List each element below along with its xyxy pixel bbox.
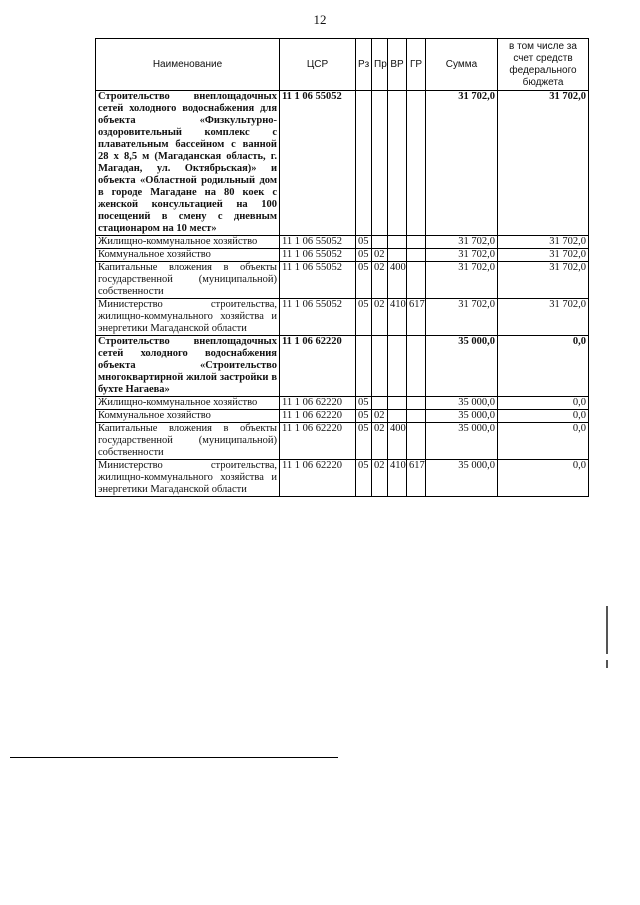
row-name: Жилищно-коммунальное хозяйство	[96, 236, 280, 249]
row-rz: 05	[356, 299, 372, 336]
row-rz: 05	[356, 460, 372, 497]
row-sum: 35 000,0	[426, 410, 498, 423]
row-gr	[407, 262, 426, 299]
row-name: Капитальные вложения в объекты государственной (муниципальной) собственности	[96, 423, 280, 460]
row-federal: 31 702,0	[498, 299, 589, 336]
header-rz: Рз	[356, 39, 372, 91]
row-pr: 02	[372, 249, 388, 262]
row-pr: 02	[372, 299, 388, 336]
scan-margin-mark	[606, 606, 608, 654]
row-vr	[388, 91, 407, 236]
row-federal: 0,0	[498, 336, 589, 397]
table-row	[96, 460, 589, 497]
table-row	[96, 423, 589, 460]
row-vr	[388, 236, 407, 249]
row-gr	[407, 249, 426, 262]
row-csr: 11 1 06 62220	[280, 336, 356, 397]
row-name: Жилищно-коммунальное хозяйство	[96, 397, 280, 410]
row-rz: 05	[356, 249, 372, 262]
row-csr: 11 1 06 55052	[280, 236, 356, 249]
table-row	[96, 236, 589, 249]
row-pr	[372, 236, 388, 249]
row-pr	[372, 397, 388, 410]
row-name: Капитальные вложения в объекты государственной (муниципальной) собственности	[96, 262, 280, 299]
row-sum: 31 702,0	[426, 236, 498, 249]
row-sum: 35 000,0	[426, 397, 498, 410]
table-row	[96, 397, 589, 410]
table-row	[96, 336, 589, 397]
table-header-row	[96, 39, 589, 91]
row-rz	[356, 91, 372, 236]
row-csr: 11 1 06 55052	[280, 91, 356, 236]
row-gr	[407, 397, 426, 410]
table-row	[96, 91, 589, 236]
row-federal: 31 702,0	[498, 249, 589, 262]
row-csr: 11 1 06 55052	[280, 249, 356, 262]
row-vr: 410	[388, 299, 407, 336]
header-federal: в том числе за счет средств федерального бюджета	[498, 39, 589, 91]
row-name: Строительство внеплощадочных сетей холодного водоснабжения объекта «Строительство многоквартирной жилой застройки в бухте Нагаева»	[96, 336, 280, 397]
row-name: Коммунальное хозяйство	[96, 410, 280, 423]
row-sum: 35 000,0	[426, 460, 498, 497]
row-gr: 617	[407, 460, 426, 497]
row-vr	[388, 397, 407, 410]
row-sum: 31 702,0	[426, 262, 498, 299]
row-federal: 0,0	[498, 423, 589, 460]
footnote-divider	[10, 757, 338, 758]
row-gr	[407, 423, 426, 460]
row-vr	[388, 410, 407, 423]
row-gr	[407, 410, 426, 423]
row-pr	[372, 336, 388, 397]
row-pr: 02	[372, 423, 388, 460]
row-pr: 02	[372, 460, 388, 497]
row-rz: 05	[356, 410, 372, 423]
header-gr: ГР	[407, 39, 426, 91]
header-pr: Пр	[372, 39, 388, 91]
row-sum: 35 000,0	[426, 423, 498, 460]
row-federal: 0,0	[498, 410, 589, 423]
row-federal: 31 702,0	[498, 236, 589, 249]
row-vr: 410	[388, 460, 407, 497]
row-name: Министерство строительства, жилищно-коммунального хозяйства и энергетики Магаданской области	[96, 299, 280, 336]
table-row	[96, 249, 589, 262]
table-row	[96, 299, 589, 336]
row-pr: 02	[372, 410, 388, 423]
page-number: 12	[313, 12, 327, 27]
header-vr: ВР	[388, 39, 407, 91]
row-federal: 0,0	[498, 397, 589, 410]
row-vr: 400	[388, 262, 407, 299]
row-federal: 0,0	[498, 460, 589, 497]
row-csr: 11 1 06 62220	[280, 397, 356, 410]
row-gr	[407, 236, 426, 249]
row-rz: 05	[356, 236, 372, 249]
row-sum: 31 702,0	[426, 91, 498, 236]
header-name: Наименование	[96, 39, 280, 91]
row-name: Министерство строительства, жилищно-коммунального хозяйства и энергетики Магаданской области	[96, 460, 280, 497]
header-sum: Сумма	[426, 39, 498, 91]
row-csr: 11 1 06 55052	[280, 262, 356, 299]
row-vr	[388, 249, 407, 262]
row-sum: 31 702,0	[426, 299, 498, 336]
table-row	[96, 262, 589, 299]
header-csr: ЦСР	[280, 39, 356, 91]
row-federal: 31 702,0	[498, 91, 589, 236]
row-gr	[407, 91, 426, 236]
row-name: Строительство внеплощадочных сетей холодного водоснабжения для объекта «Физкультурно-оздоровительный комплекс с плавательным бассейном с ванной 28 х 8,5 м (Магаданская область, г. Магадан, ул. Октябрьская)» и объекта «Областной родильный дом в городе Магадане на 80 коек с женской консультацией на 100 посещений в смену с дневным стационаром на 10 мест»	[96, 91, 280, 236]
row-sum: 35 000,0	[426, 336, 498, 397]
row-vr	[388, 336, 407, 397]
row-csr: 11 1 06 62220	[280, 410, 356, 423]
row-rz	[356, 336, 372, 397]
row-csr: 11 1 06 55052	[280, 299, 356, 336]
row-csr: 11 1 06 62220	[280, 423, 356, 460]
row-name: Коммунальное хозяйство	[96, 249, 280, 262]
row-sum: 31 702,0	[426, 249, 498, 262]
row-gr	[407, 336, 426, 397]
row-rz: 05	[356, 397, 372, 410]
row-pr	[372, 91, 388, 236]
table-row	[96, 410, 589, 423]
row-federal: 31 702,0	[498, 262, 589, 299]
budget-table	[95, 38, 589, 497]
scan-margin-mark	[606, 660, 608, 668]
row-csr: 11 1 06 62220	[280, 460, 356, 497]
row-rz: 05	[356, 262, 372, 299]
row-vr: 400	[388, 423, 407, 460]
row-rz: 05	[356, 423, 372, 460]
row-gr: 617	[407, 299, 426, 336]
row-pr: 02	[372, 262, 388, 299]
